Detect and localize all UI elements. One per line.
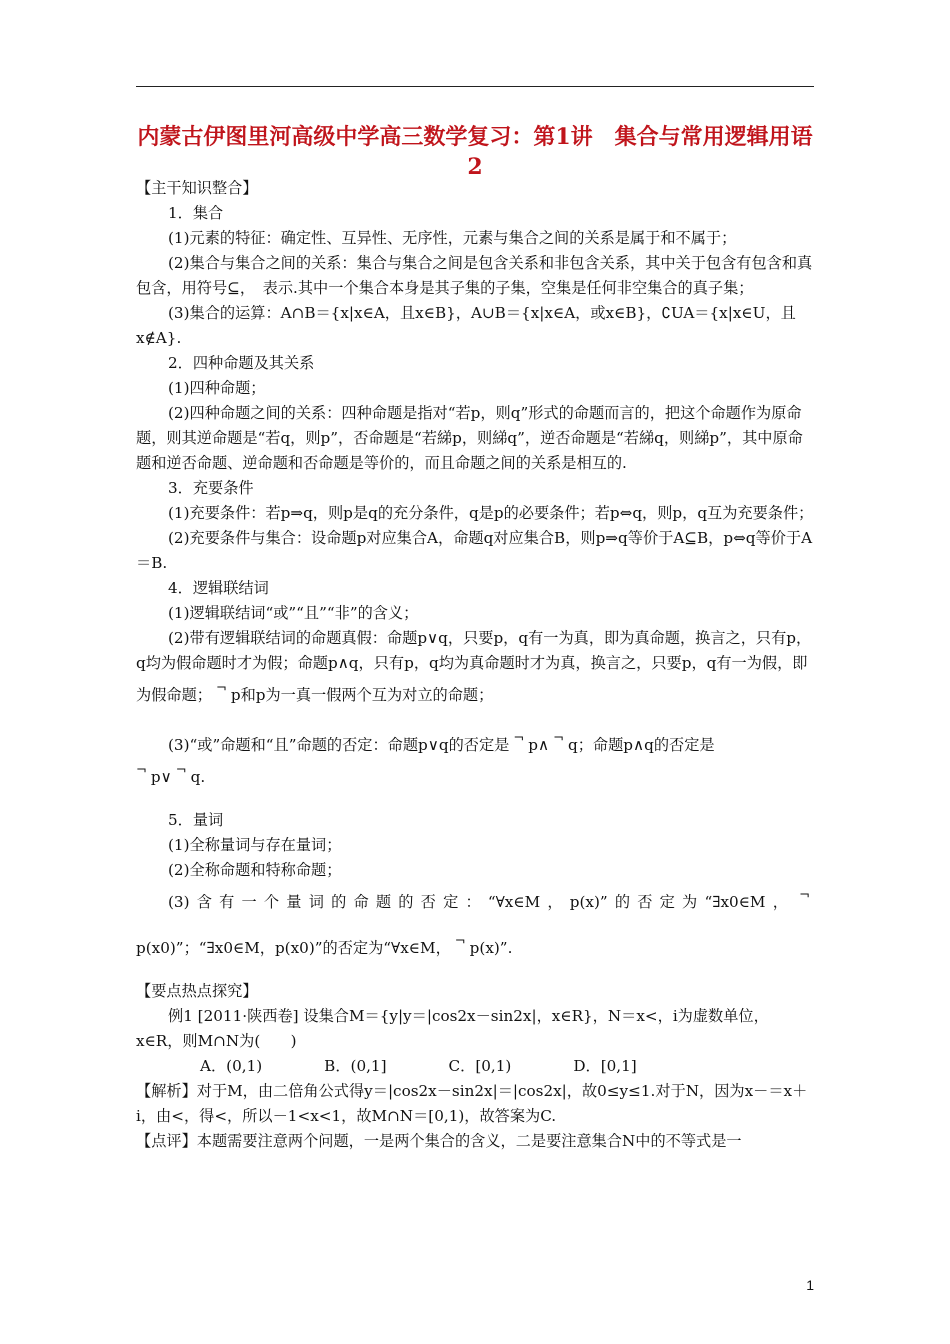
analysis-text: 对于M，由二倍角公式得y＝|cos2x－sin2x|＝|cos2x|，故0≤y≤1.对于N，因为x－＝x＋i，由<，得<，所以－1<x<1，故M∩N＝[0,1)，故答案为C.	[136, 1082, 808, 1125]
text-run: p(x)”.	[469, 939, 513, 957]
text-run: (2)带有逻辑联结词的命题真假：命题p∨q，只要p，q有一为真，即为真命题，换言之，只有p，q均为假命题时才为假；命题p∧q，只有p，q均为真命题时才为真，换言之，只要p，q有一为假，即为假命题；	[136, 629, 812, 704]
heading-quantifiers: 5．量词	[168, 811, 224, 829]
heading-four-propositions: 2．四种命题及其关系	[168, 354, 315, 372]
negation-symbol: ¬	[136, 763, 147, 778]
negation-symbol: ¬	[513, 731, 525, 746]
negation-symbol: ¬	[215, 681, 227, 696]
text-run: (3)含有一个量词的命题的否定：“∀x∈M，p(x)”的否定为“∃x0∈M，	[168, 893, 796, 911]
comment-text: 本题需要注意两个问题，一是两个集合的含义，二是要注意集合N中的不等式是一	[196, 1132, 742, 1150]
paragraph: (2)全称命题和特称命题；	[168, 861, 342, 879]
paragraph: (1)全称量词与存在量词；	[168, 836, 342, 854]
paragraph	[136, 626, 814, 708]
heading-sets: 1．集合	[168, 204, 224, 222]
paragraph: (2)充要条件与集合：设命题p对应集合A，命题q对应集合B，则p⇒q等价于A⊆B，p⇔q等价于A＝B.	[136, 529, 813, 572]
text-run: q.	[190, 768, 206, 786]
paragraph: (2)集合与集合之间的关系：集合与集合之间是包含关系和非包含关系，其中关于包含有包含和真包含，用符号⊆， 表示.其中一个集合本身是其子集的子集，空集是任何非空集合的真子集；	[136, 254, 813, 297]
paragraph-justified	[136, 883, 814, 915]
text-run: p和p为一真一假两个互为对立的命题；	[230, 686, 494, 704]
analysis-label: 【解析】	[136, 1082, 197, 1100]
page-number: 1	[806, 1277, 814, 1293]
option-b: B．(0,1]	[324, 1057, 387, 1075]
paragraph	[136, 929, 814, 961]
text-run: p(x0)”；“∃x0∈M，p(x0)”的否定为“∀x∈M，	[136, 939, 451, 957]
section-heading-main: 【主干知识整合】	[136, 179, 258, 197]
analysis	[136, 1079, 814, 1129]
text-run: p∧	[528, 736, 550, 754]
paragraph: (1)逻辑联结词“或”“且”“非”的含义；	[168, 604, 419, 622]
paragraph: (2)四种命题之间的关系：四种命题是指对“若p，则q”形式的命题而言的，把这个命题作为原命题，则其逆命题是“若q，则p”，否命题是“若綈p，则綈q”，逆否命题是“若綈q，则綈p”，其中原命题和逆否命题、逆命题和否命题是等价的，而且命题之间的关系是相互的.	[136, 404, 803, 472]
option-a: A．(0,1)	[200, 1057, 263, 1075]
paragraph: (1)四种命题；	[168, 379, 266, 397]
text-run: q；命题p∧q的否定是	[567, 736, 715, 754]
paragraph: (3)集合的运算：A∩B＝{x|x∈A，且x∈B}，A∪B＝{x|x∈A，或x∈B}，∁UA＝{x|x∈U，且x∉A}.	[136, 304, 796, 347]
negation-symbol: ¬	[454, 934, 466, 949]
heading-logical-connectives: 4．逻辑联结词	[168, 579, 269, 597]
document-body	[136, 176, 814, 1154]
paragraph	[136, 726, 814, 790]
comment	[136, 1129, 814, 1154]
option-c: C．[0,1)	[448, 1057, 512, 1075]
option-d: D．[0,1]	[573, 1057, 637, 1075]
paragraph: (1)充要条件：若p⇒q，则p是q的充分条件，q是p的必要条件；若p⇔q，则p，q互为充要条件；	[168, 504, 814, 522]
section-heading-hot: 【要点热点探究】	[136, 982, 258, 1000]
header-rule	[136, 86, 814, 87]
document-title: 内蒙古伊图里河高级中学高三数学复习：第1讲 集合与常用逻辑用语2	[137, 124, 813, 180]
negation-symbol: ¬	[553, 731, 564, 746]
text-run: (3)“或”命题和“且”命题的否定：命题p∨q的否定是	[168, 736, 510, 754]
negation-symbol: ¬	[175, 763, 187, 778]
negation-symbol: ¬	[799, 888, 810, 903]
comment-label: 【点评】	[136, 1132, 197, 1150]
paragraph: (1)元素的特征：确定性、互异性、无序性，元素与集合之间的关系是属于和不属于；	[168, 229, 737, 247]
example-question: 例1 [2011·陕西卷] 设集合M＝{y|y＝|cos2x－sin2x|，x∈R}，N＝x<，i为虚数单位，x∈R，则M∩N为( )	[136, 1007, 769, 1050]
heading-necessary-sufficient: 3．充要条件	[168, 479, 254, 497]
text-run: p∨	[150, 768, 172, 786]
answer-options	[136, 1054, 814, 1079]
